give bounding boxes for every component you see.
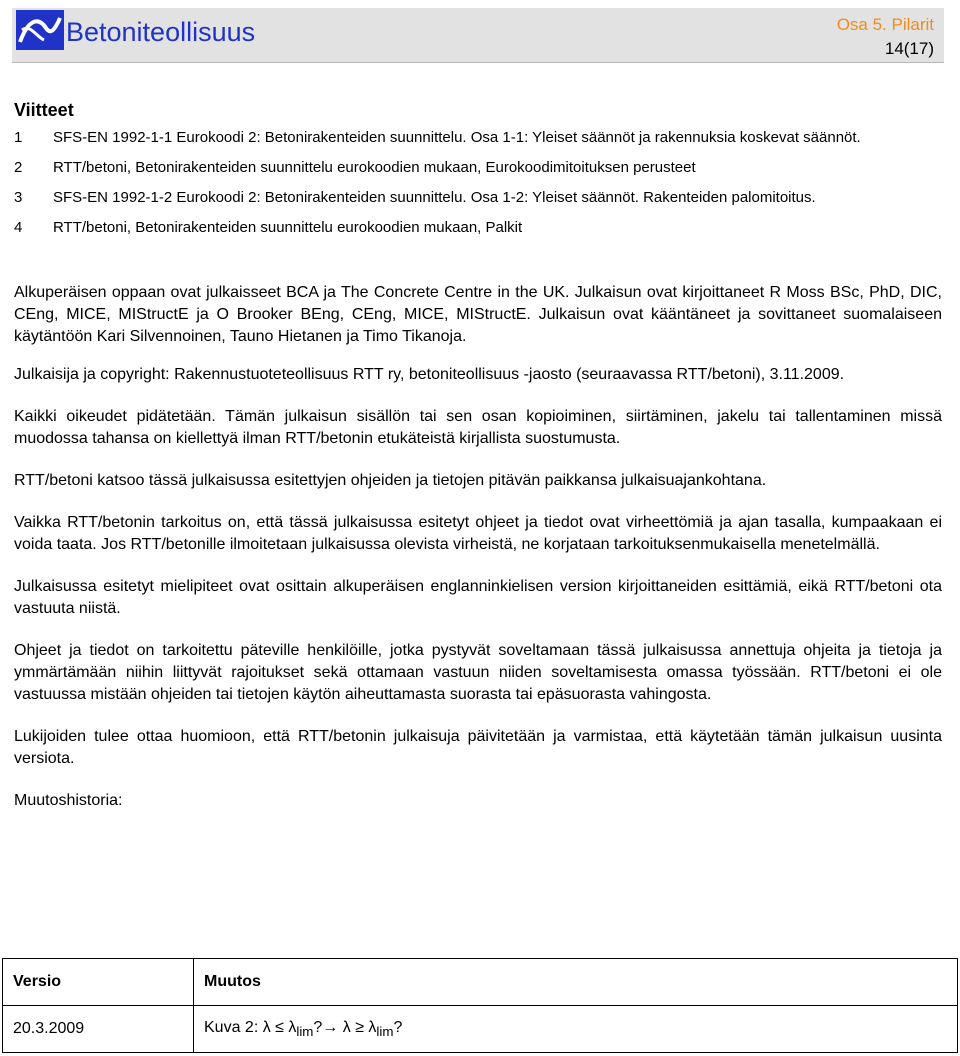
paragraph-updates: Lukijoiden tulee ottaa huomioon, että RTT/betonin julkaisuja päivitetään ja varmistaa, että käytetään tämän julkaisun uusinta versiota.	[14, 728, 942, 767]
paragraph-origin: Alkuperäisen oppaan ovat julkaisseet BCA ja The Concrete Centre in the UK. Julkaisun ovat kirjoittaneet R Moss BSc, PhD, DIC, CEng, MICE, MIStructE ja O Brooker BEng, CEng, MICE, MIStructE. Julkaisun ovat kääntäneet ja sovittaneet suomalaiseen käytäntöön Kari Silvennoinen, Tauno Hietanen ja Timo Tikanoja.	[14, 284, 942, 345]
reference-number: 4	[14, 219, 23, 236]
history-caption: Muutoshistoria:	[14, 792, 123, 809]
reference-text: RTT/betoni, Betonirakenteiden suunnittelu eurokoodien mukaan, Eurokoodimitoituksen perusteet	[53, 159, 696, 176]
references-heading: Viitteet	[14, 100, 74, 120]
reference-item	[14, 158, 942, 177]
paragraph-errors: Vaikka RTT/betonin tarkoitus on, että tässä julkaisussa esitetyt ohjeet ja tiedot ovat virheettömiä ja ajan tasalla, kumpaakaan ei voida taata. Jos RTT/betonille ilmoitetaan julkaisussa olevista virheistä, ne korjataan tarkoituksenmukaisella menetelmällä.	[14, 514, 942, 553]
brand-title: Betoniteollisuus	[66, 17, 256, 47]
paragraph-opinions: Julkaisussa esitetyt mielipiteet ovat osittain alkuperäisen englanninkielisen version kirjoittaneiden esittämiä, eikä RTT/betoni ota vastuuta niistä.	[14, 578, 942, 617]
reference-text: SFS-EN 1992-1-2 Eurokoodi 2: Betonirakenteiden suunnittelu. Osa 1-2: Yleiset säännöt. Rakenteiden palomitoitus.	[53, 189, 816, 206]
change-text-a: Kuva 2: λ ≤ λ	[204, 1018, 297, 1036]
table-header-row	[3, 959, 958, 1006]
page-number: 14(17)	[884, 39, 934, 58]
change-text-c: ?	[393, 1018, 403, 1036]
cell-version: 20.3.2009	[3, 1006, 194, 1053]
reference-number: 3	[14, 189, 23, 206]
change-subscript-1: lim	[296, 1024, 314, 1040]
paragraph-rights: Kaikki oikeudet pidätetään. Tämän julkaisun sisällön tai sen osan kopioiminen, siirtäminen, jakelu tai tallentaminen missä muodossa tahansa on kiellettyä ilman RTT/betonin etukäteistä kirjallista suostumusta.	[14, 408, 942, 447]
change-text-b: ?→ λ ≥ λ	[313, 1018, 377, 1036]
reference-number: 1	[14, 129, 23, 146]
reference-item	[14, 128, 942, 147]
reference-number: 2	[14, 159, 23, 176]
document-body	[14, 98, 942, 824]
section-title: Osa 5. Pilarit	[836, 15, 934, 34]
column-header-version: Versio	[3, 959, 194, 1006]
rtt-logo-icon	[16, 10, 64, 50]
reference-item	[14, 218, 942, 237]
change-history-table	[2, 958, 958, 1053]
column-header-change: Muutos	[194, 959, 958, 1006]
cell-change	[194, 1006, 958, 1053]
paragraph-accuracy: RTT/betoni katsoo tässä julkaisussa esitettyjen ohjeiden ja tietojen pitävän paikkansa julkaisuajankohtana.	[14, 472, 767, 489]
reference-text: SFS-EN 1992-1-1 Eurokoodi 2: Betonirakenteiden suunnittelu. Osa 1-1: Yleiset säännöt ja rakennuksia koskevat säännöt.	[53, 129, 861, 146]
page-header	[12, 8, 944, 63]
reference-item	[14, 188, 942, 207]
reference-text: RTT/betoni, Betonirakenteiden suunnittelu eurokoodien mukaan, Palkit	[53, 219, 523, 236]
change-subscript-2: lim	[376, 1024, 394, 1040]
table-row	[3, 1006, 958, 1053]
paragraph-copyright: Julkaisija ja copyright: Rakennustuoteteollisuus RTT ry, betoniteollisuus -jaosto (seuraavassa RTT/betoni), 3.11.2009.	[14, 366, 845, 383]
paragraph-liability: Ohjeet ja tiedot on tarkoitettu päteville henkilöille, jotka pystyvät soveltamaan tässä julkaisussa annettuja ohjeita ja tietoja ja ymmärtämään niihin liittyvät rajoitukset sekä ottamaan vastuun niiden soveltamisesta omassa työssään. RTT/betoni ei ole vastuussa mistään ohjeiden tai tietojen käytön aiheuttamasta suorasta tai epäsuorasta vahingosta.	[14, 642, 942, 703]
